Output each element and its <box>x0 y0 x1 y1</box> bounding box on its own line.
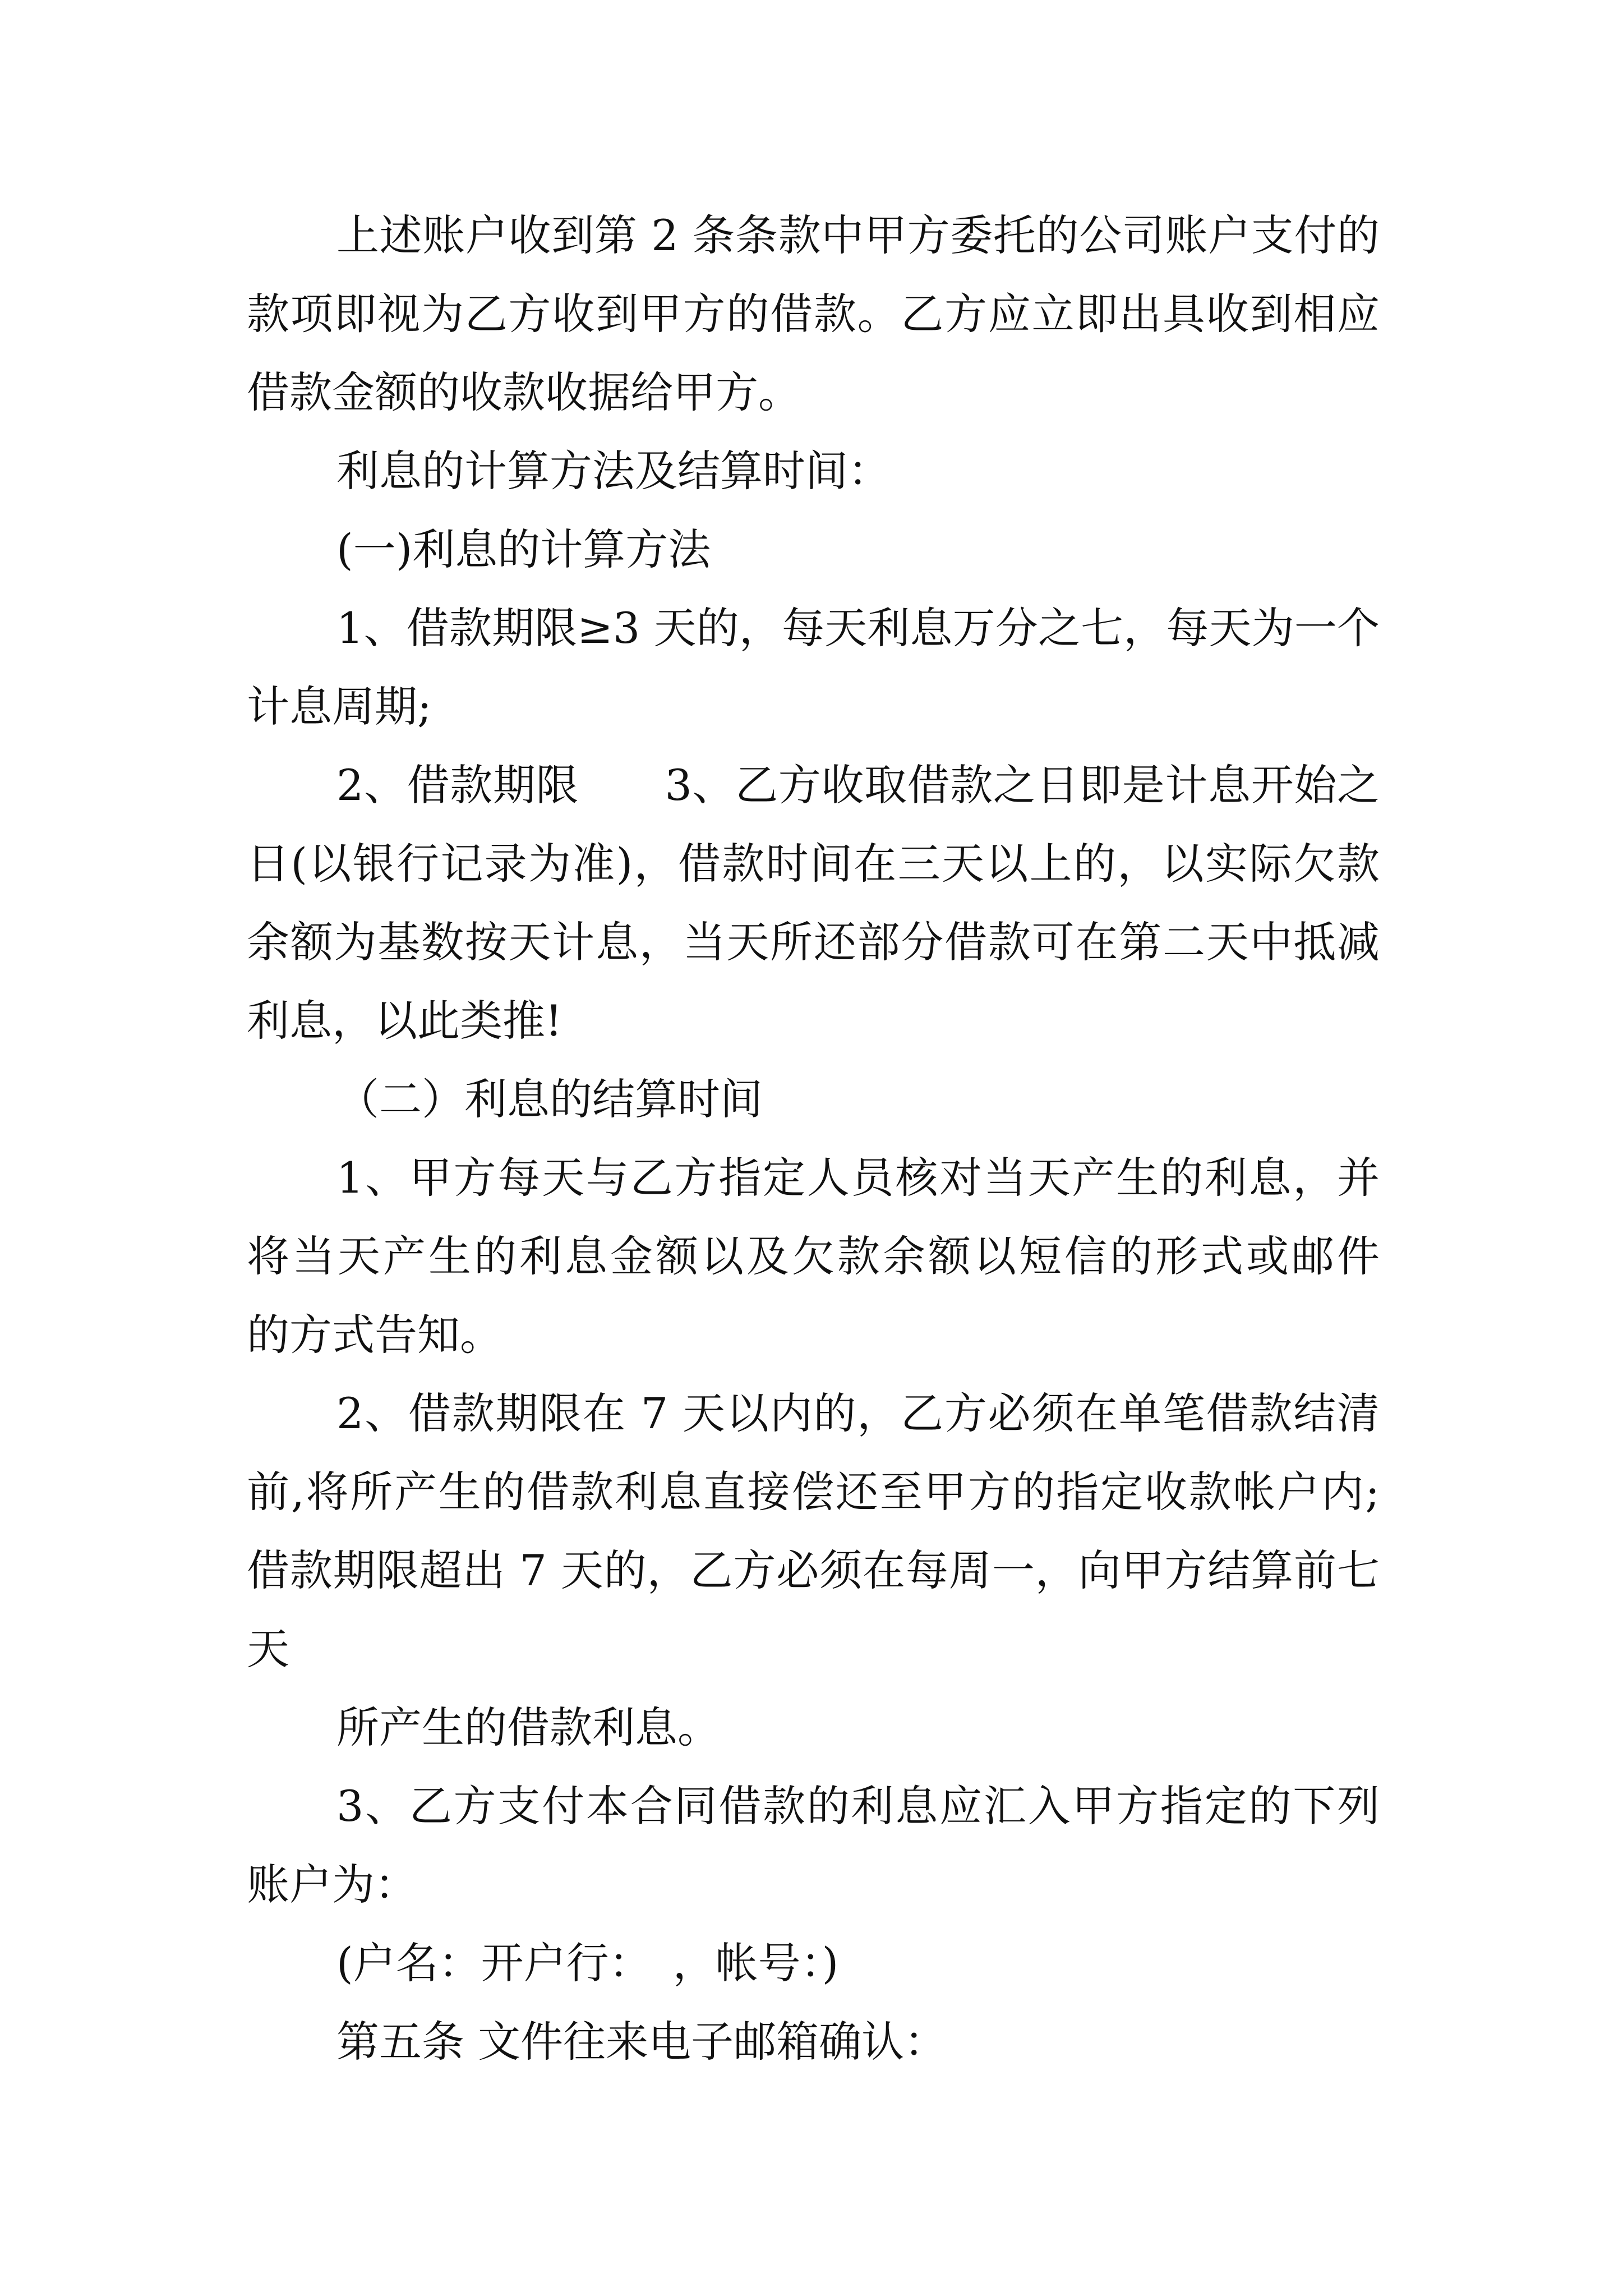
body-line: 借款期限超出 7 天的，乙方必须在每周一，向甲方结算前七 <box>247 1545 1380 1595</box>
body-line: 利息，以此类推! <box>247 996 562 1046</box>
account-fields: (户名：开户行： ，帐号：) <box>336 1938 839 1988</box>
body-line: 账户为： <box>247 1860 417 1910</box>
body-line: 的方式告知。 <box>247 1310 502 1360</box>
body-line: 上述账户收到第 2 条条款中甲方委托的公司账户支付的 <box>336 210 1380 260</box>
body-line: 天 <box>247 1624 289 1674</box>
subsection-heading: （二）利息的结算时间 <box>336 1074 763 1124</box>
body-line: 1、借款期限≥3 天的，每天利息万分之七，每天为一个 <box>336 603 1380 653</box>
body-line: 计息周期; <box>247 682 432 731</box>
body-line: 所产生的借款利息。 <box>336 1703 720 1752</box>
subsection-heading: (一)利息的计算方法 <box>336 524 711 574</box>
body-line: 2、借款期限在 7 天以内的，乙方必须在单笔借款结清 <box>336 1388 1380 1438</box>
body-line: 日(以银行记录为准)，借款时间在三天以上的，以实际欠款 <box>247 839 1380 889</box>
body-line: 前,将所产生的借款利息直接偿还至甲方的指定收款帐户内; <box>247 1467 1380 1517</box>
section-heading: 利息的计算方法及结算时间： <box>336 446 891 496</box>
body-line: 3、乙方支付本合同借款的利息应汇入甲方指定的下列 <box>336 1781 1380 1831</box>
body-line: 1、甲方每天与乙方指定人员核对当天产生的利息，并 <box>336 1153 1380 1203</box>
body-line: 借款金额的收款收据给甲方。 <box>247 367 801 417</box>
body-line: 款项即视为乙方收到甲方的借款。乙方应立即出具收到相应 <box>247 289 1380 339</box>
body-line: 2、借款期限 3、乙方收取借款之日即是计息开始之 <box>336 760 1380 810</box>
article-heading: 第五条 文件往来电子邮箱确认： <box>336 2017 947 2067</box>
body-line: 余额为基数按天计息，当天所还部分借款可在第二天中抵减 <box>247 917 1380 967</box>
body-line: 将当天产生的利息金额以及欠款余额以短信的形式或邮件 <box>247 1231 1380 1281</box>
